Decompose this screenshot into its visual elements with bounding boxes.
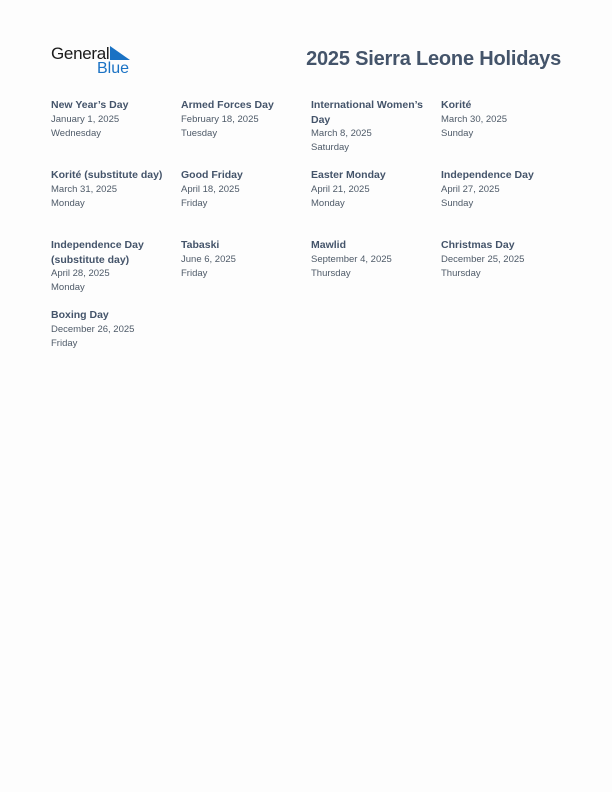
holiday-date: June 6, 2025 xyxy=(181,253,236,265)
holiday-name: Boxing Day xyxy=(51,309,109,321)
holiday-date: March 31, 2025 xyxy=(51,183,118,195)
holiday-date: December 25, 2025 xyxy=(441,253,525,265)
holiday-row xyxy=(51,238,571,308)
holiday-name: Korité xyxy=(441,99,472,111)
holiday-weekday: Tuesday xyxy=(181,127,218,139)
holiday-entry xyxy=(311,168,441,238)
holiday-weekday: Friday xyxy=(51,337,78,349)
holiday-date: February 18, 2025 xyxy=(181,113,259,125)
holiday-name: International Women’s Day xyxy=(311,99,424,126)
holiday-date: April 18, 2025 xyxy=(181,183,240,195)
holiday-name: Tabaski xyxy=(181,239,220,251)
holiday-weekday: Thursday xyxy=(311,267,351,279)
holiday-name: New Year’s Day xyxy=(51,99,129,111)
holiday-date: April 21, 2025 xyxy=(311,183,370,195)
holiday-entry xyxy=(51,98,181,168)
holiday-entry xyxy=(441,238,571,308)
holiday-entry xyxy=(441,168,571,238)
holiday-entry xyxy=(311,98,441,168)
holiday-date: March 30, 2025 xyxy=(441,113,508,125)
logo-text-blue: Blue xyxy=(97,60,130,77)
holiday-weekday: Wednesday xyxy=(51,127,101,139)
holiday-weekday: Sunday xyxy=(441,127,474,139)
holiday-row xyxy=(51,168,571,238)
holiday-name: Korité (substitute day) xyxy=(51,169,163,181)
holiday-date: April 27, 2025 xyxy=(441,183,500,195)
holiday-weekday: Monday xyxy=(311,197,345,209)
holiday-weekday: Friday xyxy=(181,197,208,209)
holiday-weekday: Friday xyxy=(181,267,208,279)
holiday-date: March 8, 2025 xyxy=(311,128,372,139)
holiday-name: Mawlid xyxy=(311,239,347,251)
holiday-weekday: Sunday xyxy=(441,197,474,209)
holiday-weekday: Thursday xyxy=(441,267,481,279)
holiday-row xyxy=(51,308,571,378)
holiday-name: Independence Day (substitute day) xyxy=(51,239,144,266)
holiday-grid xyxy=(51,98,571,378)
holiday-entry xyxy=(51,238,181,308)
holiday-entry xyxy=(51,308,181,378)
page-title: 2025 Sierra Leone Holidays xyxy=(306,48,561,70)
holiday-entry xyxy=(311,238,441,308)
holiday-name: Armed Forces Day xyxy=(181,99,274,111)
holiday-date: September 4, 2025 xyxy=(311,253,392,265)
holiday-name: Christmas Day xyxy=(441,239,515,251)
logo-triangle-icon xyxy=(110,46,130,60)
holiday-name: Good Friday xyxy=(181,169,243,181)
holiday-weekday: Saturday xyxy=(311,142,350,153)
holiday-weekday: Monday xyxy=(51,282,85,293)
holiday-entry xyxy=(181,168,311,238)
holiday-entry xyxy=(181,238,311,308)
holiday-weekday: Monday xyxy=(51,197,85,209)
holiday-name: Easter Monday xyxy=(311,169,386,181)
holiday-row xyxy=(51,98,571,168)
holiday-date: April 28, 2025 xyxy=(51,268,110,279)
generalblue-logo xyxy=(51,44,141,78)
holiday-date: December 26, 2025 xyxy=(51,323,135,335)
holiday-entry xyxy=(51,168,181,238)
holiday-date: January 1, 2025 xyxy=(51,113,120,125)
holiday-entry xyxy=(181,98,311,168)
logo-text-general: General xyxy=(51,44,110,63)
holiday-entry xyxy=(441,98,571,168)
holiday-name: Independence Day xyxy=(441,169,534,181)
